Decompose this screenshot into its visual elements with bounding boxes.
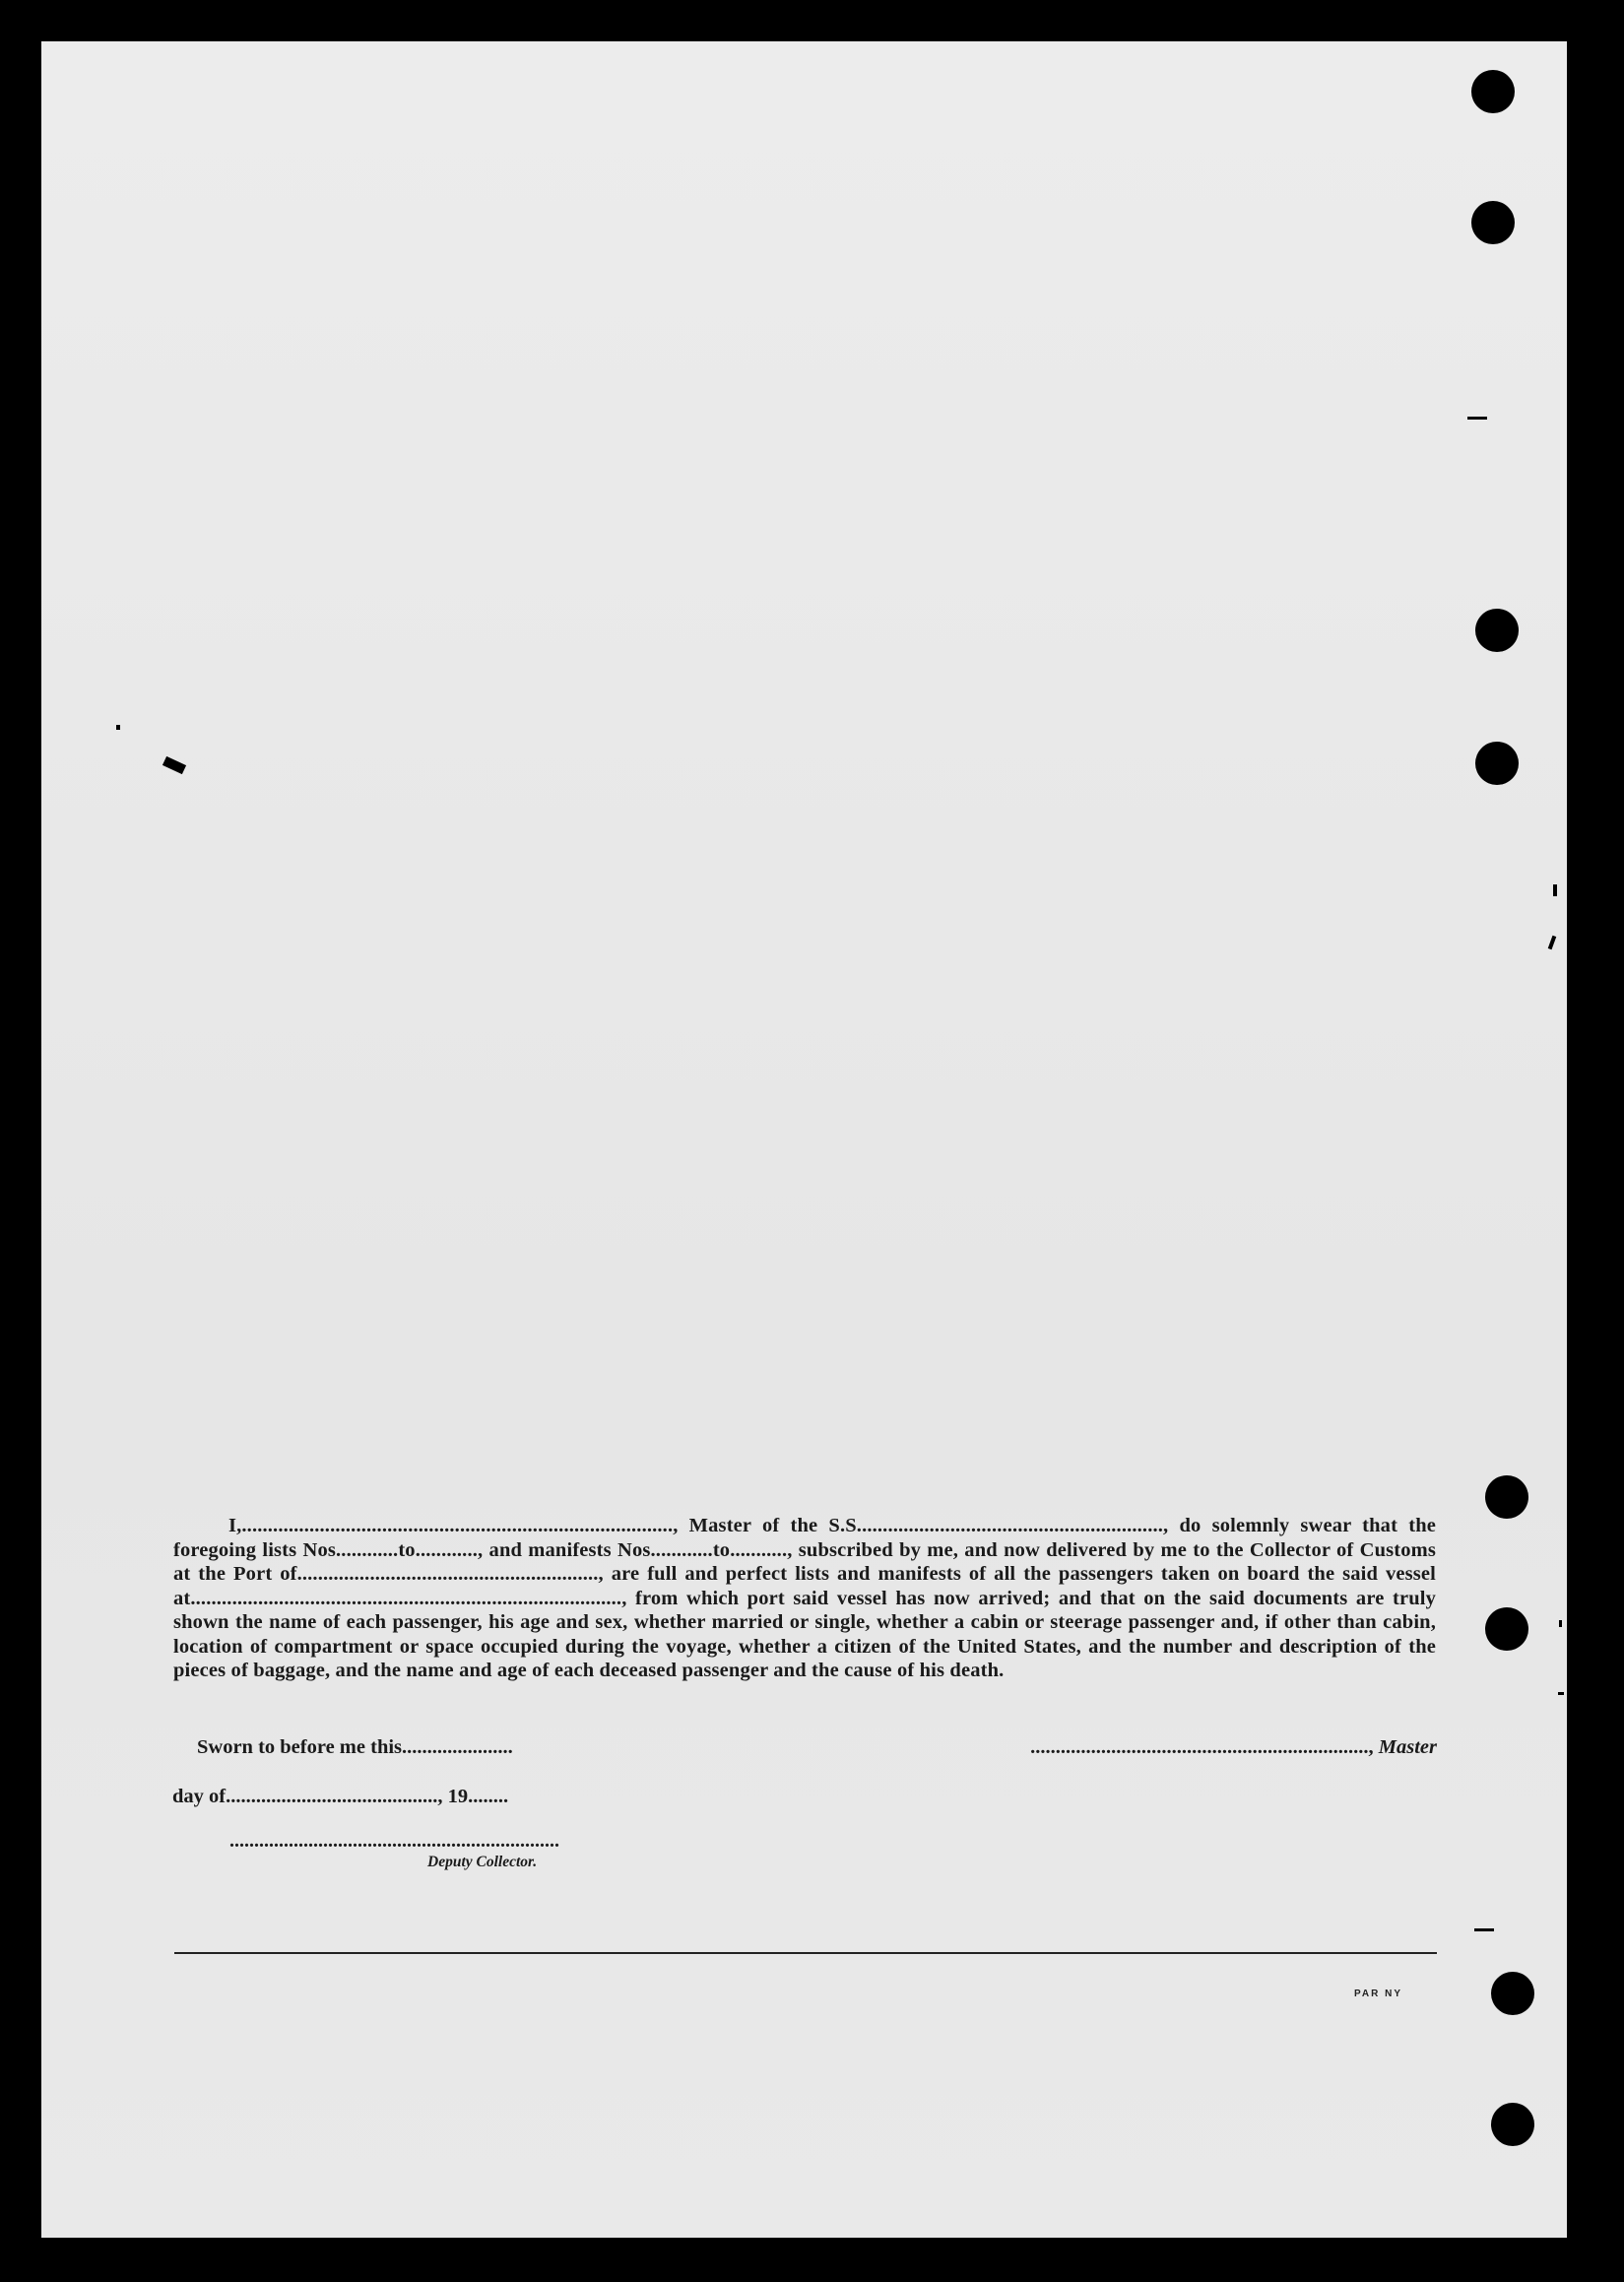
oath-paragraph: [173, 1514, 1436, 1683]
punch-hole-6: [1485, 1607, 1528, 1651]
manifest-page: [41, 41, 1567, 2238]
ink-speck: [162, 756, 186, 774]
punch-hole-4: [1475, 742, 1519, 785]
punch-hole-5: [1485, 1475, 1528, 1519]
day-of-line: day of.........................................., 19........: [172, 1786, 509, 1807]
ink-speck: [1558, 1692, 1564, 1695]
punch-hole-3: [1475, 609, 1519, 652]
deputy-collector-label: Deputy Collector.: [427, 1854, 538, 1870]
edge-dash: [1467, 417, 1487, 420]
master-signature-dots: ...................................................................,: [1030, 1736, 1374, 1758]
ink-speck: [1548, 936, 1557, 950]
master-signature-line: [1030, 1736, 1437, 1759]
sworn-line: Sworn to before me this......................: [197, 1736, 513, 1758]
punch-hole-8: [1491, 2103, 1534, 2146]
ink-speck: [1553, 884, 1557, 896]
ink-speck: [116, 725, 120, 730]
master-label: Master: [1378, 1736, 1437, 1758]
oath-text: I,..................................................................................., Master of the S.S..........................................................., do solemnly swear that the foregoing lists Nos............to............, and manifests Nos............to..........., subscribed by me, and now delivered by me to the Collector of Customs at the Port of.........................................................., are full and perfect lists and manifests of all the passengers taken on board the said vessel at..................................................................................., from which port said vessel has now arrived; and that on the said documents are truly shown the name of each passenger, his age and sex, whether married or single, whether a cabin or steerage passenger and, if other than cabin, location of compartment or space occupied during the voyage, whether a citizen of the United States, and the number and description of the pieces of baggage, and the name and age of each deceased passenger and the cause of his death.: [173, 1515, 1436, 1681]
punch-hole-1: [1471, 70, 1515, 113]
printer-imprint: PAR NY: [1354, 1989, 1403, 1999]
horizontal-rule: [174, 1952, 1437, 1954]
ink-speck: [1559, 1620, 1562, 1627]
punch-hole-7: [1491, 1972, 1534, 2015]
edge-dash: [1474, 1928, 1494, 1931]
deputy-signature-dots: ...................................................................: [229, 1830, 559, 1852]
punch-hole-2: [1471, 201, 1515, 244]
